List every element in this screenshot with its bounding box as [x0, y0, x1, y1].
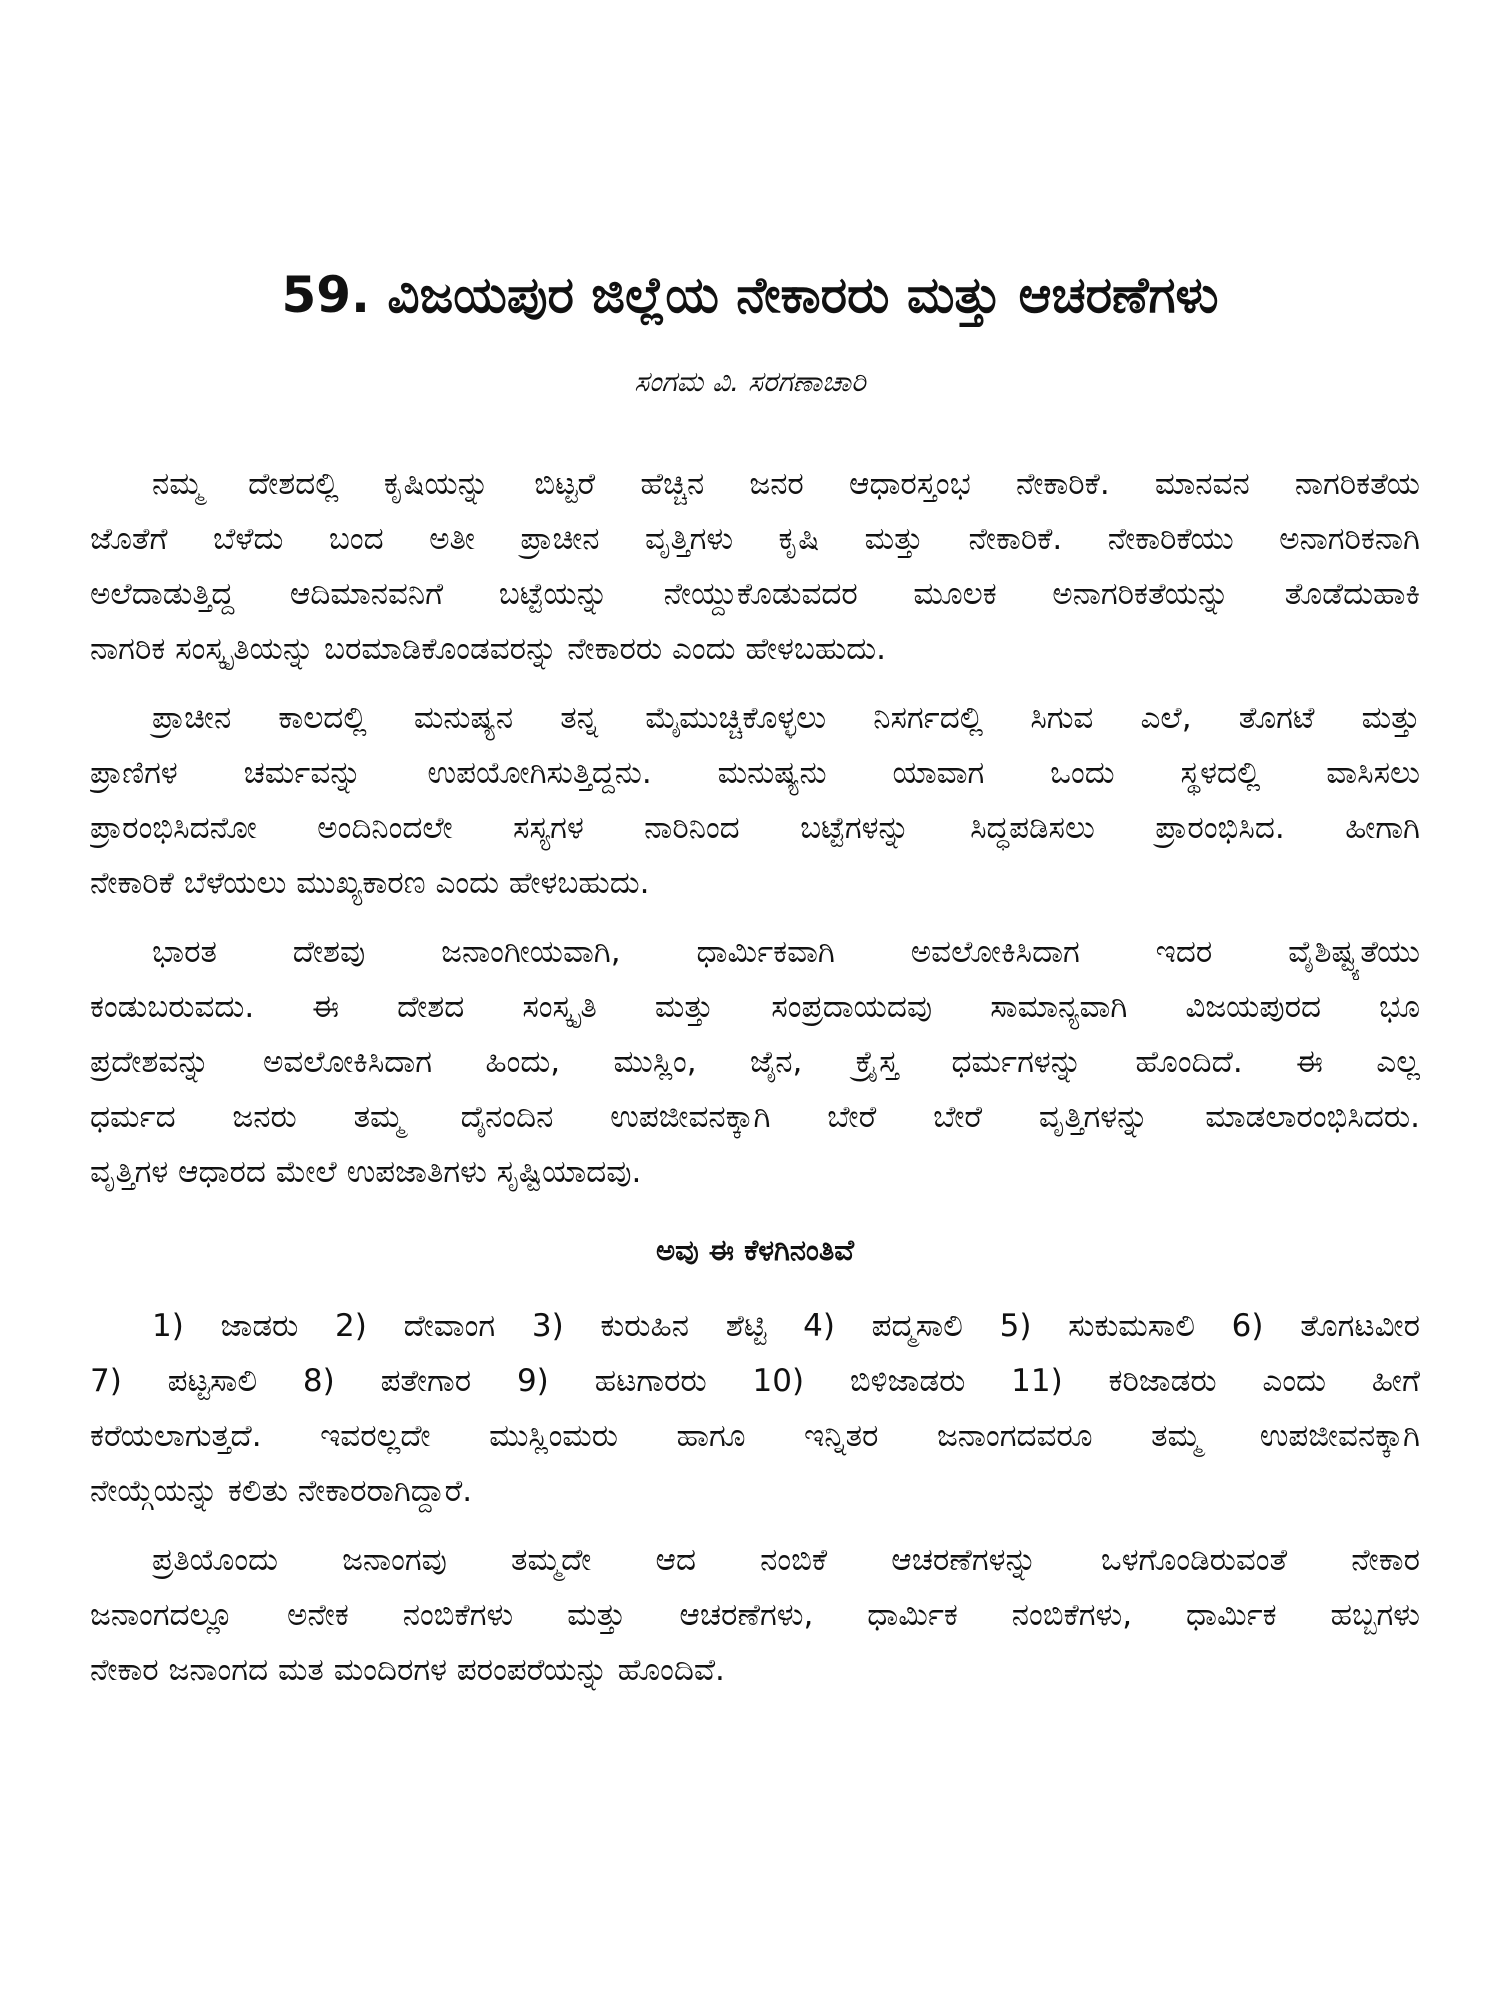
paragraph-line: ನೇಕಾರ ಜನಾಂಗದ ಮತ ಮಂದಿರಗಳ ಪರಂಪರೆಯನ್ನು ಹೊಂದಿವೆ.	[90, 1652, 725, 1688]
paragraph-line: ನೇಯ್ಗೆಯನ್ನು ಕಲಿತು ನೇಕಾರರಾಗಿದ್ದಾರೆ.	[90, 1473, 473, 1509]
article-body	[90, 457, 1420, 1712]
paragraph-line: ಜೊತೆಗೆ ಬೆಳೆದು ಬಂದ ಅತೀ ಪ್ರಾಚೀನ ವೃತ್ತಿಗಳು ಕೃಷಿ ಮತ್ತು ನೇಕಾರಿಕೆ. ನೇಕಾರಿಕೆಯು ಅನಾಗರಿಕನಾಗಿ	[90, 521, 1420, 557]
paragraph-line: ಪ್ರತಿಯೊಂದು ಜನಾಂಗವು ತಮ್ಮದೇ ಆದ ನಂಬಿಕೆ ಆಚರಣೆಗಳನ್ನು ಒಳಗೊಂಡಿರುವಂತೆ ನೇಕಾರ	[152, 1542, 1420, 1578]
paragraph-line: ವೃತ್ತಿಗಳ ಆಧಾರದ ಮೇಲೆ ಉಪಜಾತಿಗಳು ಸೃಷ್ಟಿಯಾದವು.	[90, 1154, 642, 1190]
paragraph-line: ಪ್ರಾರಂಭಿಸಿದನೋ ಅಂದಿನಿಂದಲೇ ಸಸ್ಯಗಳ ನಾರಿನಿಂದ ಬಟ್ಟೆಗಳನ್ನು ಸಿದ್ಧಪಡಿಸಲು ಪ್ರಾರಂಭಿಸಿದ. ಹೀಗಾಗಿ	[90, 810, 1420, 846]
paragraph-line: ಪ್ರದೇಶವನ್ನು ಅವಲೋಕಿಸಿದಾಗ ಹಿಂದು, ಮುಸ್ಲಿಂ, ಜೈನ, ಕ್ರೈಸ್ತ ಧರ್ಮಗಳನ್ನು ಹೊಂದಿದೆ. ಈ ಎಲ್ಲ	[90, 1044, 1420, 1080]
paragraph-5	[90, 1533, 1420, 1698]
paragraph-line: ಅಲೆದಾಡುತ್ತಿದ್ದ ಆದಿಮಾನವನಿಗೆ ಬಟ್ಟೆಯನ್ನು ನೇಯ್ದುಕೊಡುವದರ ಮೂಲಕ ಅನಾಗರಿಕತೆಯನ್ನು ತೊಡೆದುಹಾಕಿ	[90, 576, 1420, 612]
paragraph-line: ಜನಾಂಗದಲ್ಲೂ ಅನೇಕ ನಂಬಿಕೆಗಳು ಮತ್ತು ಆಚರಣೆಗಳು, ಧಾರ್ಮಿಕ ನಂಬಿಕೆಗಳು, ಧಾರ್ಮಿಕ ಹಬ್ಬಗಳು	[90, 1597, 1420, 1633]
paragraph-line: ನಮ್ಮ ದೇಶದಲ್ಲಿ ಕೃಷಿಯನ್ನು ಬಿಟ್ಟರೆ ಹೆಚ್ಚಿನ ಜನರ ಆಧಾರಸ್ತಂಭ ನೇಕಾರಿಕೆ. ಮಾನವನ ನಾಗರಿಕತೆಯ	[152, 466, 1420, 502]
paragraph-line: ಕರೆಯಲಾಗುತ್ತದೆ. ಇವರಲ್ಲದೇ ಮುಸ್ಲಿಂಮರು ಹಾಗೂ ಇನ್ನಿತರ ಜನಾಂಗದವರೂ ತಮ್ಮ ಉಪಜೀವನಕ್ಕಾಗಿ	[90, 1418, 1420, 1454]
paragraph-line: ಪ್ರಾಣಿಗಳ ಚರ್ಮವನ್ನು ಉಪಯೋಗಿಸುತ್ತಿದ್ದನು. ಮನುಷ್ಯನು ಯಾವಾಗ ಒಂದು ಸ್ಥಳದಲ್ಲಿ ವಾಸಿಸಲು	[90, 755, 1420, 791]
paragraph-line: 1) ಜಾಡರು 2) ದೇವಾಂಗ 3) ಕುರುಹಿನ ಶೆಟ್ಟಿ 4) ಪದ್ಮಸಾಲಿ 5) ಸುಕುಮಸಾಲಿ 6) ತೊಗಟವೀರ	[152, 1308, 1420, 1344]
paragraph-line: ನಾಗರಿಕ ಸಂಸ್ಕೃತಿಯನ್ನು ಬರಮಾಡಿಕೊಂಡವರನ್ನು ನೇಕಾರರು ಎಂದು ಹೇಳಬಹುದು.	[90, 631, 886, 667]
paragraph-3	[90, 925, 1420, 1200]
section-subheading: ಅವು ಈ ಕೆಳಗಿನಂತಿವೆ	[655, 1233, 855, 1267]
paragraph-line: ಭಾರತ ದೇಶವು ಜನಾಂಗೀಯವಾಗಿ, ಧಾರ್ಮಿಕವಾಗಿ ಅವಲೋಕಿಸಿದಾಗ ಇದರ ವೈಶಿಷ್ಟ್ಯತೆಯು	[152, 934, 1420, 970]
paragraph-1	[90, 457, 1420, 677]
paragraph-line: ಪ್ರಾಚೀನ ಕಾಲದಲ್ಲಿ ಮನುಷ್ಯನ ತನ್ನ ಮೈಮುಚ್ಚಿಕೊಳ್ಳಲು ನಿಸರ್ಗದಲ್ಲಿ ಸಿಗುವ ಎಲೆ, ತೊಗಟೆ ಮತ್ತು	[152, 700, 1420, 736]
paragraph-4	[90, 1299, 1420, 1519]
paragraph-line: ಧರ್ಮದ ಜನರು ತಮ್ಮ ದೈನಂದಿನ ಉಪಜೀವನಕ್ಕಾಗಿ ಬೇರೆ ಬೇರೆ ವೃತ್ತಿಗಳನ್ನು ಮಾಡಲಾರಂಭಿಸಿದರು.	[90, 1099, 1420, 1135]
paragraph-line: ನೇಕಾರಿಕೆ ಬೆಳೆಯಲು ಮುಖ್ಯಕಾರಣ ಎಂದು ಹೇಳಬಹುದು.	[90, 865, 650, 901]
paragraph-line: 7) ಪಟ್ಟಸಾಲಿ 8) ಪತೇಗಾರ 9) ಹಟಗಾರರು 10) ಬಿಳಿಜಾಡರು 11) ಕರಿಜಾಡರು ಎಂದು ಹೀಗೆ	[90, 1363, 1420, 1399]
paragraph-line: ಕಂಡುಬರುವದು. ಈ ದೇಶದ ಸಂಸ್ಕೃತಿ ಮತ್ತು ಸಂಪ್ರದಾಯದವು ಸಾಮಾನ್ಯವಾಗಿ ವಿಜಯಪುರದ ಭೂ	[90, 989, 1420, 1025]
author-name: ಸಂಗಮ ವಿ. ಸರಗಣಾಚಾರಿ	[634, 365, 866, 398]
paragraph-2	[90, 691, 1420, 911]
article-title: 59. ವಿಜಯಪುರ ಜಿಲ್ಲೆಯ ನೇಕಾರರು ಮತ್ತು ಆಚರಣೆಗಳು	[281, 266, 1219, 324]
